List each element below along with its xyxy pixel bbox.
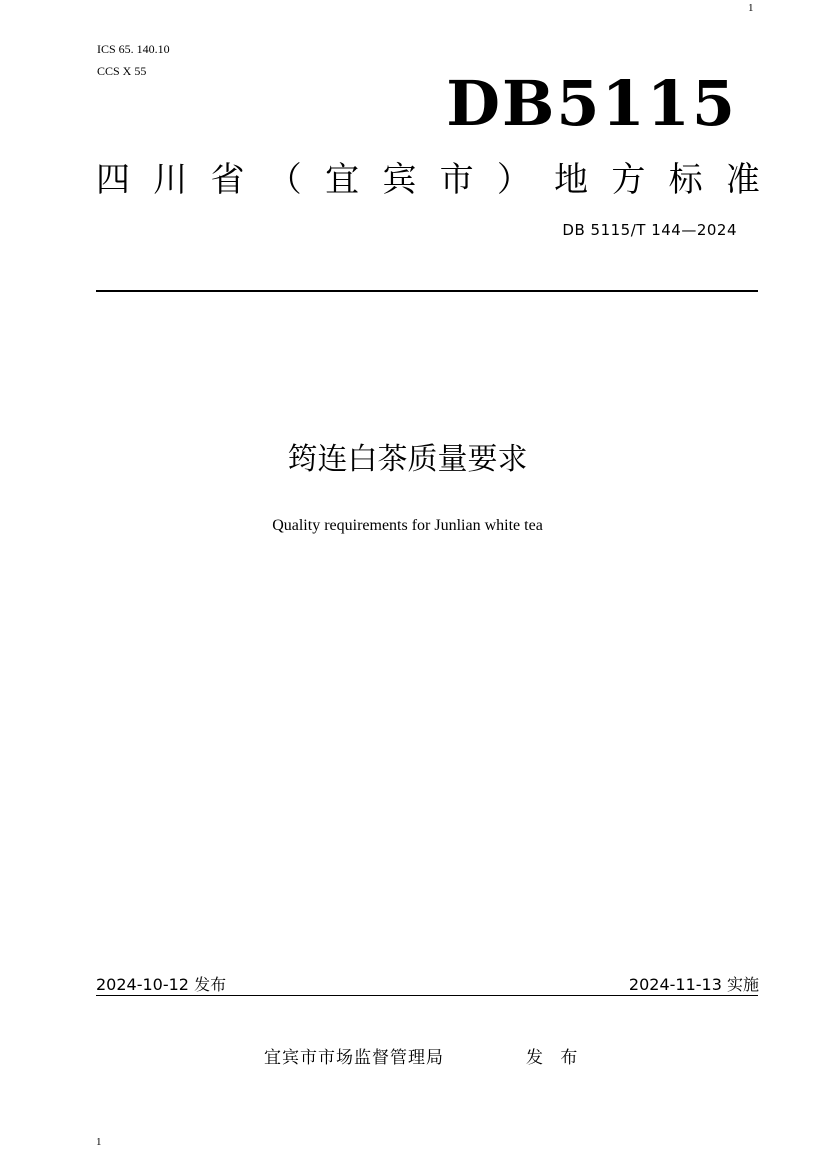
page-number-top: 1 [748, 2, 754, 14]
implementation-date: 2024-11-13 实施 [628, 975, 759, 994]
standard-type-char: 市 [439, 160, 474, 200]
standard-type-char: 标 [668, 160, 703, 200]
standard-type-char: （ [267, 160, 302, 200]
standard-type-char: 四 [96, 160, 130, 200]
standard-type-char: 省 [210, 160, 245, 200]
document-title-cn: 筠连白茶质量要求 [287, 442, 528, 477]
standard-type-char: ） [496, 160, 531, 200]
issue-date: 2024-10-12 发布 [96, 975, 227, 994]
issue-action: 发 布 [526, 1048, 584, 1068]
header-divider [96, 290, 758, 292]
footer-divider [96, 995, 758, 996]
document-title-en: Quality requirements for Junlian white tea [272, 517, 543, 534]
ccs-code: CCS X 55 [97, 64, 147, 78]
page-number-bottom: 1 [96, 1136, 102, 1148]
standard-type-char: 方 [611, 160, 646, 200]
standard-type-char: 川 [153, 160, 188, 200]
standard-number: DB 5115/T 144—2024 [562, 221, 737, 239]
standard-type-heading [96, 158, 760, 202]
standard-type-char: 宜 [325, 160, 360, 200]
issuing-authority: 宜宾市市场监督管理局 [264, 1048, 444, 1068]
standard-type-char: 准 [725, 160, 760, 200]
standard-type-char: 宾 [382, 160, 417, 200]
standard-type-char: 地 [554, 160, 589, 200]
db-logo: DB5115 [446, 67, 737, 140]
ics-code: ICS 65. 140.10 [97, 42, 170, 56]
